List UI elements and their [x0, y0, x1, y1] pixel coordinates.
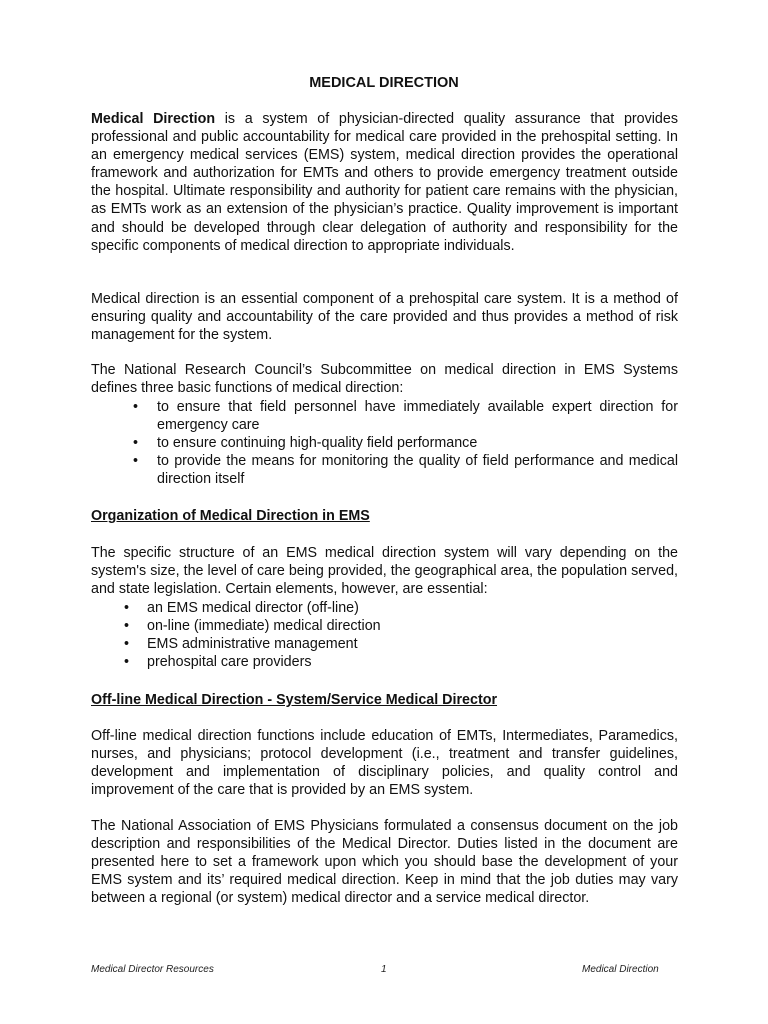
elements-list	[124, 599, 678, 671]
functions-list	[133, 398, 678, 488]
paragraph-2	[91, 290, 678, 344]
organization-text: The specific structure of an EMS medical direction system will vary depending on the system's size, the level of care being provided, the geographical area, the population served, and state legislation. Certain elements, however, are essential:	[91, 545, 678, 598]
bullet-icon: •	[133, 435, 139, 452]
section-heading-organization: Organization of Medical Direction in EMS	[91, 508, 370, 524]
list-item: • prehospital care providers	[124, 654, 312, 671]
paragraph-2-text: Medical direction is an essential component of a prehospital care system. It is a method of ensuring quality and accountability of the care provided and thus provides a method of risk management for the system.	[91, 291, 678, 344]
bullet-icon: •	[133, 453, 139, 470]
bullet-icon: •	[124, 618, 130, 635]
footer-right: Medical Direction	[582, 964, 659, 975]
paragraph-3	[91, 361, 678, 397]
intro-paragraph	[91, 110, 678, 255]
list-item: • to provide the means for monitoring the quality of field performance and medical direction itself	[133, 453, 678, 488]
organization-paragraph	[91, 544, 678, 598]
intro-body: is a system of physician-directed quality assurance that provides professional and public accountability for medical care provided in the prehospital setting. In an emergency medical services (EMS) system, medical direction provides the operational framework and authorization for EMTs and others to provide emergency treatment outside the hospital. Ultimate responsibility and authority for patient care remains with the physician, as EMTs work as an extension of the physician’s practice. Quality improvement is important and should be developed through clear delegation of authority and responsibility for the specific components of medical direction to appropriate individuals.	[91, 111, 678, 254]
section-heading-offline: Off-line Medical Direction - System/Service Medical Director	[91, 692, 498, 708]
footer-left: Medical Director Resources	[91, 964, 214, 975]
functions-list-wrapper	[133, 398, 678, 488]
offline-text-1: Off-line medical direction functions include education of EMTs, Intermediates, Paramedics, nurses, and physicians; protocol development (i.e., treatment and transfer guidelines, development and implementation of disciplinary policies, and quality control and improvement of the care that is provided by an EMS system.	[91, 728, 678, 799]
intro-text	[91, 110, 678, 255]
list-item: • on-line (immediate) medical direction	[124, 618, 381, 635]
bullet-icon: •	[124, 600, 130, 616]
bullet-icon: •	[124, 636, 130, 653]
elements-list-wrapper	[124, 599, 678, 671]
list-item: • EMS administrative management	[124, 636, 358, 653]
list-item: • an EMS medical director (off-line)	[124, 600, 359, 616]
paragraph-3-text: The National Research Council’s Subcommittee on medical direction in EMS Systems defines three basic functions of medical direction:	[91, 362, 678, 397]
bullet-icon: •	[133, 399, 139, 415]
offline-paragraph-1	[91, 727, 678, 799]
intro-lead: Medical Direction	[91, 111, 216, 127]
page-title: MEDICAL DIRECTION	[309, 75, 459, 91]
footer-page-number: 1	[381, 964, 387, 975]
list-item: • to ensure continuing high-quality field performance	[133, 435, 478, 452]
bullet-icon: •	[124, 654, 130, 671]
list-item: • to ensure that field personnel have immediately available expert direction for emergency care	[133, 399, 678, 434]
offline-text-2: The National Association of EMS Physicians formulated a consensus document on the job description and responsibilities of the Medical Director. Duties listed in the document are presented here to set a framework upon which you should base the development of your EMS system and its’ required medical direction. Keep in mind that the job duties may vary between a regional (or system) medical director and a service medical director.	[91, 818, 678, 907]
offline-paragraph-2	[91, 817, 678, 907]
